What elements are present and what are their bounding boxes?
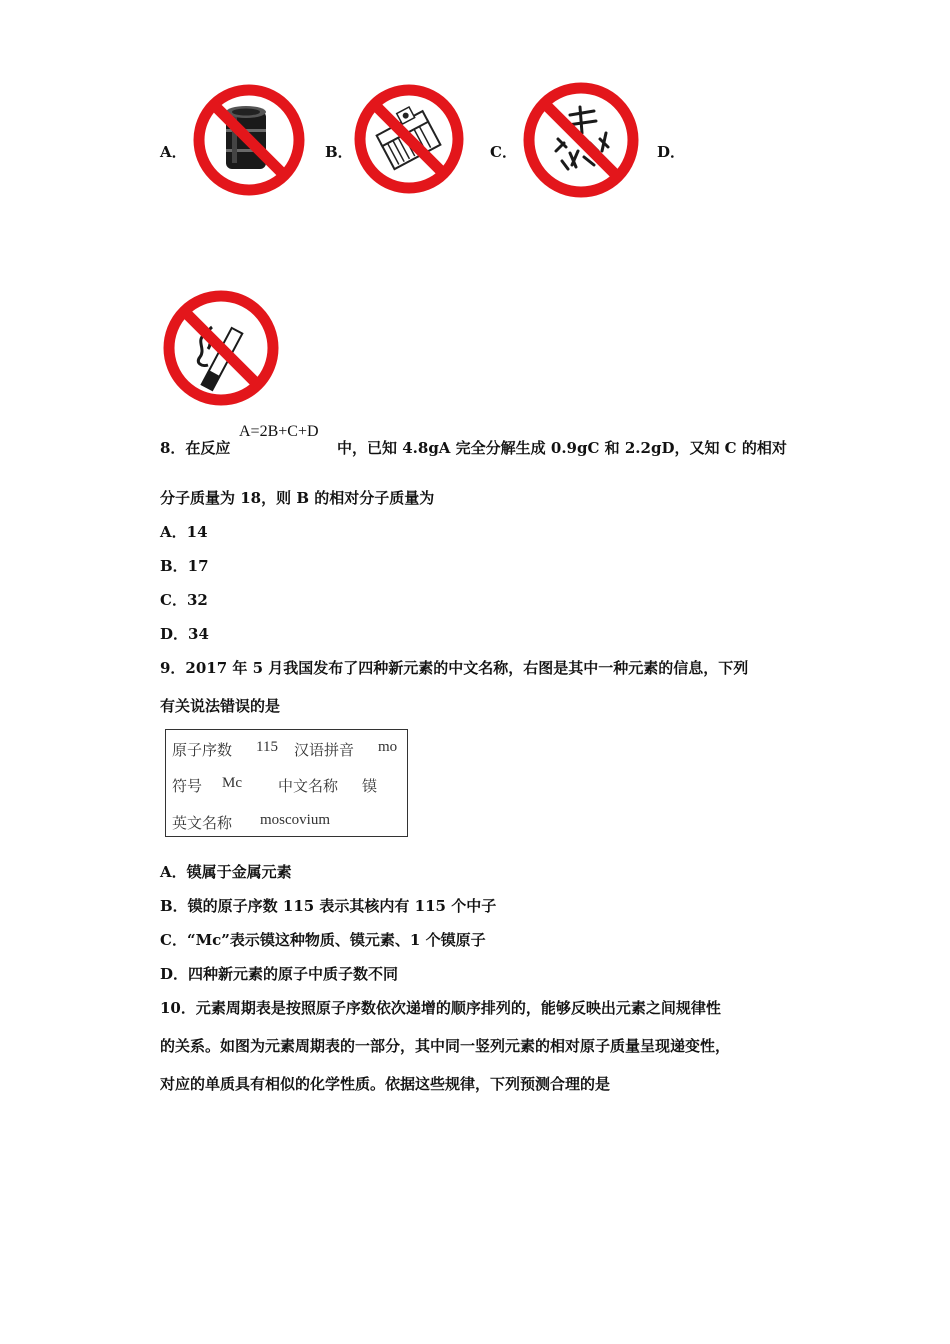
q9-option-b: B．镆的原子序数 115 表示其核内有 115 个中子: [160, 897, 497, 915]
q9-option-c: C．“Mc”表示镆这种物质、镆元素、1 个镆原子: [160, 931, 486, 949]
q10-line2: 的关系。如图为元素周期表的一部分，其中同一竖列元素的相对原子质量呈现递变性，: [160, 1037, 731, 1055]
label-pinyin: 汉语拼音: [294, 741, 355, 759]
no-smoking-icon: [162, 289, 280, 407]
no-fireworks-icon: [522, 81, 640, 199]
label-atomic-number: 原子序数: [172, 741, 233, 759]
pinyin-value: mo: [378, 739, 398, 755]
option-d-label: D．: [657, 143, 686, 161]
q8-line2: 分子质量为 18，则 B 的相对分子质量为: [160, 489, 435, 507]
q9-line2: 有关说法错误的是: [160, 697, 281, 715]
element-info-box: [165, 729, 408, 837]
option-c-label: C．: [490, 143, 517, 161]
q8-option-c: C．32: [160, 591, 208, 609]
symbol-value: Mc: [222, 775, 242, 791]
q10-line1: 10．元素周期表是按照原子序数依次递增的顺序排列的，能够反映出元素之间规律性: [160, 999, 721, 1017]
q8-option-d: D．34: [160, 625, 209, 643]
q9-line1: 9．2017 年 5 月我国发布了四种新元素的中文名称，右图是其中一种元素的信息，下列: [160, 659, 749, 677]
atomic-number: 115: [256, 739, 278, 755]
q9-option-a: A．镆属于金属元素: [160, 863, 292, 881]
label-chinese-name: 中文名称: [278, 777, 339, 795]
q8-prefix: 8．在反应: [160, 439, 231, 457]
chinese-name-value: 镆: [362, 777, 378, 795]
q8-formula: A=2B+C+D: [239, 423, 319, 440]
q9-option-d: D．四种新元素的原子中质子数不同: [160, 965, 399, 983]
option-b-label: B．: [325, 143, 353, 161]
q8-line1: 中，已知 4.8gA 完全分解生成 0.9gC 和 2.2gD，又知 C 的相对: [337, 439, 787, 457]
no-matches-icon: [353, 83, 465, 195]
label-english-name: 英文名称: [172, 814, 233, 832]
label-symbol: 符号: [172, 777, 203, 795]
option-a-label: A．: [160, 143, 187, 161]
q8-option-b: B．17: [160, 557, 209, 575]
no-oil-drum-icon: [192, 83, 306, 197]
english-name-value: moscovium: [260, 812, 330, 828]
q10-line3: 对应的单质具有相似的化学性质。依据这些规律，下列预测合理的是: [160, 1075, 611, 1093]
q8-option-a: A．14: [160, 523, 208, 541]
